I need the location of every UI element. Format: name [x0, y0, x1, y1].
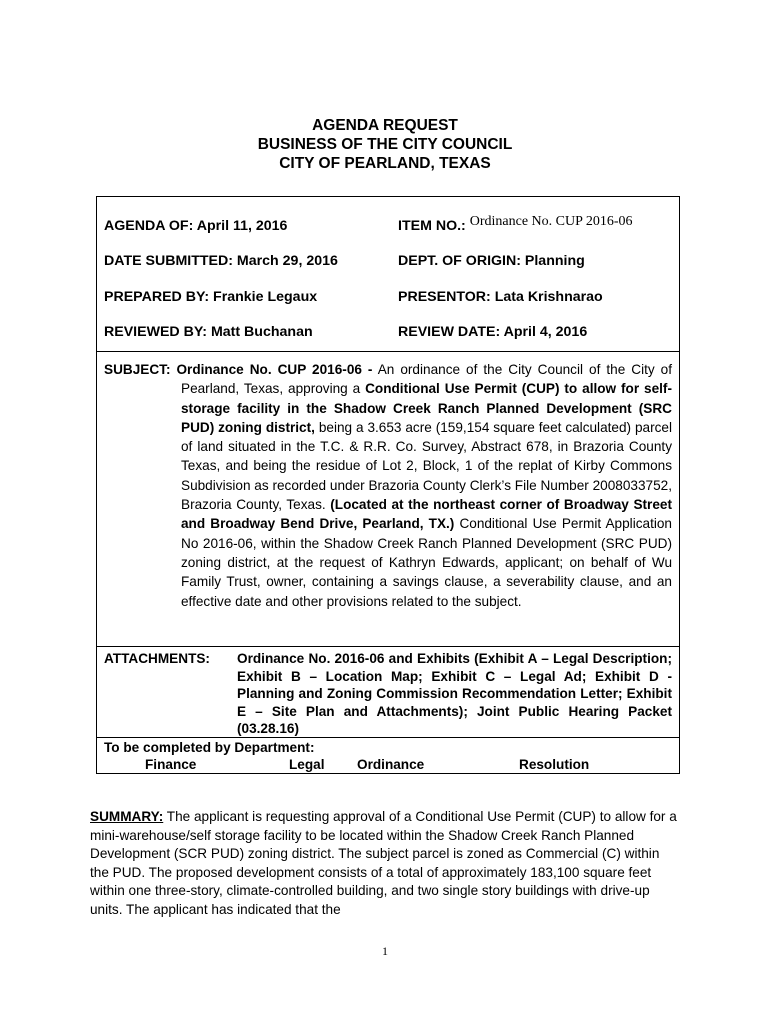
subject-bold-1: Conditional Use Permit (CUP) to allow for self-storage facility in the Shadow Creek Ranch Planned Development (SRC PUD) zoning district,: [181, 381, 672, 435]
subject-text-1: An ordinance of the City Council of the City of Pearland, Texas, approving a: [181, 362, 672, 397]
presentor: PRESENTOR: Lata Krishnarao: [398, 289, 603, 305]
table-divider-subject: [96, 646, 680, 647]
agenda-of: AGENDA OF: April 11, 2016: [104, 218, 288, 234]
document-title: [0, 116, 770, 173]
subject-text-3: Conditional Use Permit Application No 2016-06, within the Shadow Creek Ranch Planned Development (SRC PUD) zoning district, at the request of Kathryn Edwards, applicant; on behalf of Wu Family Trust, owner, containing a savings clause, a severability clause, and an effective date and other provisions related to the subject.: [181, 516, 672, 609]
date-submitted: DATE SUBMITTED: March 29, 2016: [104, 253, 338, 269]
item-no: [398, 214, 633, 236]
item-no-value: Ordinance No. CUP 2016-06: [469, 214, 633, 229]
attachments-label: ATTACHMENTS:: [104, 651, 210, 666]
subject-text-2: being a 3.653 acre (159,154 square feet calculated) parcel of land situated in the T.C. & R.R. Co. Survey, Abstract 678, in Brazoria County Texas, and being the residue of Lot 2, Block, 1 of the replat of Kirby Commons Subdivision as recorded under Brazoria County Clerk’s File Number 2008033752, Brazoria County, Texas.: [181, 419, 672, 513]
title-line-1: AGENDA REQUEST: [312, 117, 458, 134]
reviewed-by: REVIEWED BY: Matt Buchanan: [104, 324, 313, 340]
item-no-label: ITEM NO.:: [398, 218, 466, 234]
title-line-2: BUSINESS OF THE CITY COUNCIL: [257, 136, 513, 153]
subject-section: [104, 360, 672, 611]
summary-paragraph: [90, 808, 678, 919]
review-date: REVIEW DATE: April 4, 2016: [398, 324, 588, 340]
completion-finance: Finance: [145, 757, 197, 772]
completion-ordinance: Ordinance: [357, 757, 425, 772]
completion-label: To be completed by Department:: [104, 740, 315, 755]
subject-label: SUBJECT:: [104, 362, 171, 377]
subject-ordinance: Ordinance No. CUP 2016-06 -: [176, 362, 373, 377]
summary-label: SUMMARY:: [90, 809, 164, 824]
summary-text: The applicant is requesting approval of a Conditional Use Permit (CUP) to allow for a mini-warehouse/self storage facility to be located within the Shadow Creek Ranch Planned Development (SCR PUD) zoning district. The subject parcel is zoned as Commercial (C) within the PUD. The proposed development consists of a total of approximately 183,100 square feet within one three-story, climate-controlled building, and two single story buildings with drive-up units. The applicant has indicated that the: [90, 809, 677, 917]
table-divider-info: [96, 351, 680, 352]
title-line-3: CITY OF PEARLAND, TEXAS: [279, 155, 491, 172]
prepared-by: PREPARED BY: Frankie Legaux: [104, 289, 318, 305]
completion-legal: Legal: [289, 757, 325, 772]
subject-location: (Located at the northeast corner of Broadway Street and Broadway Bend Drive, Pearland, TX.): [181, 497, 672, 532]
completion-resolution: Resolution: [519, 757, 590, 772]
page-number: 1: [382, 944, 388, 958]
dept-of-origin: DEPT. OF ORIGIN: Planning: [398, 253, 585, 269]
attachments-text: Ordinance No. 2016-06 and Exhibits (Exhibit A – Legal Description; Exhibit B – Location Map; Exhibit C – Legal Ad; Exhibit D - Planning and Zoning Commission Recommendation Letter; Exhibit E – Site Plan and Attachments); Joint Public Hearing Packet (03.28.16): [237, 651, 672, 737]
